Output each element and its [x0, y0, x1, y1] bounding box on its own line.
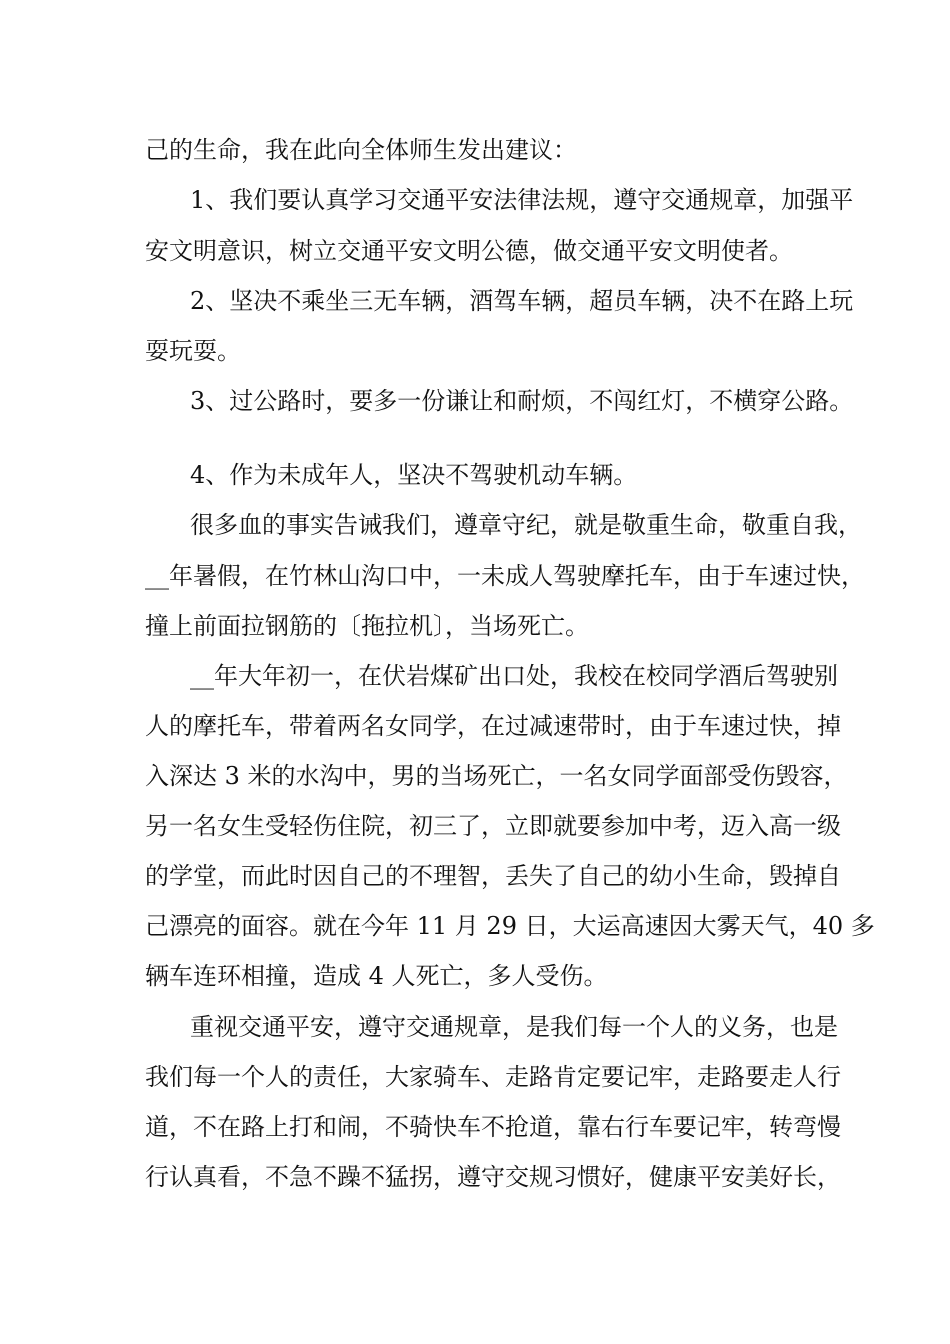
- text-line: 辆车连环相撞，造成 4 人死亡，多人受伤。: [145, 962, 608, 990]
- text-line: 安文明意识，树立交通平安文明公德，做交通平安文明使者。: [145, 237, 793, 265]
- text-line: 2、坚决不乘坐三无车辆，酒驾车辆，超员车辆，决不在路上玩: [190, 287, 854, 315]
- text-line: 重视交通平安，遵守交通规章，是我们每一个人的义务，也是: [190, 1013, 838, 1041]
- text-line: __年暑假，在竹林山沟口中，一未成人驾驶摩托车，由于车速过快，: [145, 562, 865, 590]
- text-line: 撞上前面拉钢筋的〔拖拉机〕，当场死亡。: [145, 612, 589, 640]
- text-line: 人的摩托车，带着两名女同学，在过减速带时，由于车速过快，掉: [145, 712, 841, 740]
- text-line: 我们每一个人的责任，大家骑车、走路肯定要记牢，走路要走人行: [145, 1063, 841, 1091]
- text-line: 耍玩耍。: [145, 337, 241, 365]
- text-line: 入深达 3 米的水沟中，男的当场死亡，一名女同学面部受伤毁容，: [145, 762, 848, 790]
- text-line: 很多血的事实告诫我们，遵章守纪，就是敬重生命，敬重自我，: [190, 511, 862, 539]
- text-line: 4、作为未成年人，坚决不驾驶机动车辆。: [190, 461, 638, 489]
- text-line: 的学堂，而此时因自己的不理智，丢失了自己的幼小生命，毁掉自: [145, 862, 841, 890]
- text-line: 另一名女生受轻伤住院，初三了，立即就要参加中考，迈入高一级: [145, 812, 841, 840]
- text-line: 己的生命，我在此向全体师生发出建议：: [145, 136, 577, 164]
- text-line: 行认真看，不急不躁不猛拐，遵守交规习惯好，健康平安美好长，: [145, 1163, 841, 1191]
- text-line: 道，不在路上打和闹，不骑快车不抢道，靠右行车要记牢，转弯慢: [145, 1113, 841, 1141]
- text-line: 1、我们要认真学习交通平安法律法规，遵守交通规章，加强平: [190, 186, 854, 214]
- text-line: 己漂亮的面容。就在今年 11 月 29 日，大运高速因大雾天气，40 多: [145, 912, 875, 940]
- text-line: 3、过公路时，要多一份谦让和耐烦，不闯红灯，不横穿公路。: [190, 387, 854, 415]
- text-line: __年大年初一，在伏岩煤矿出口处，我校在校同学酒后驾驶别: [190, 662, 838, 690]
